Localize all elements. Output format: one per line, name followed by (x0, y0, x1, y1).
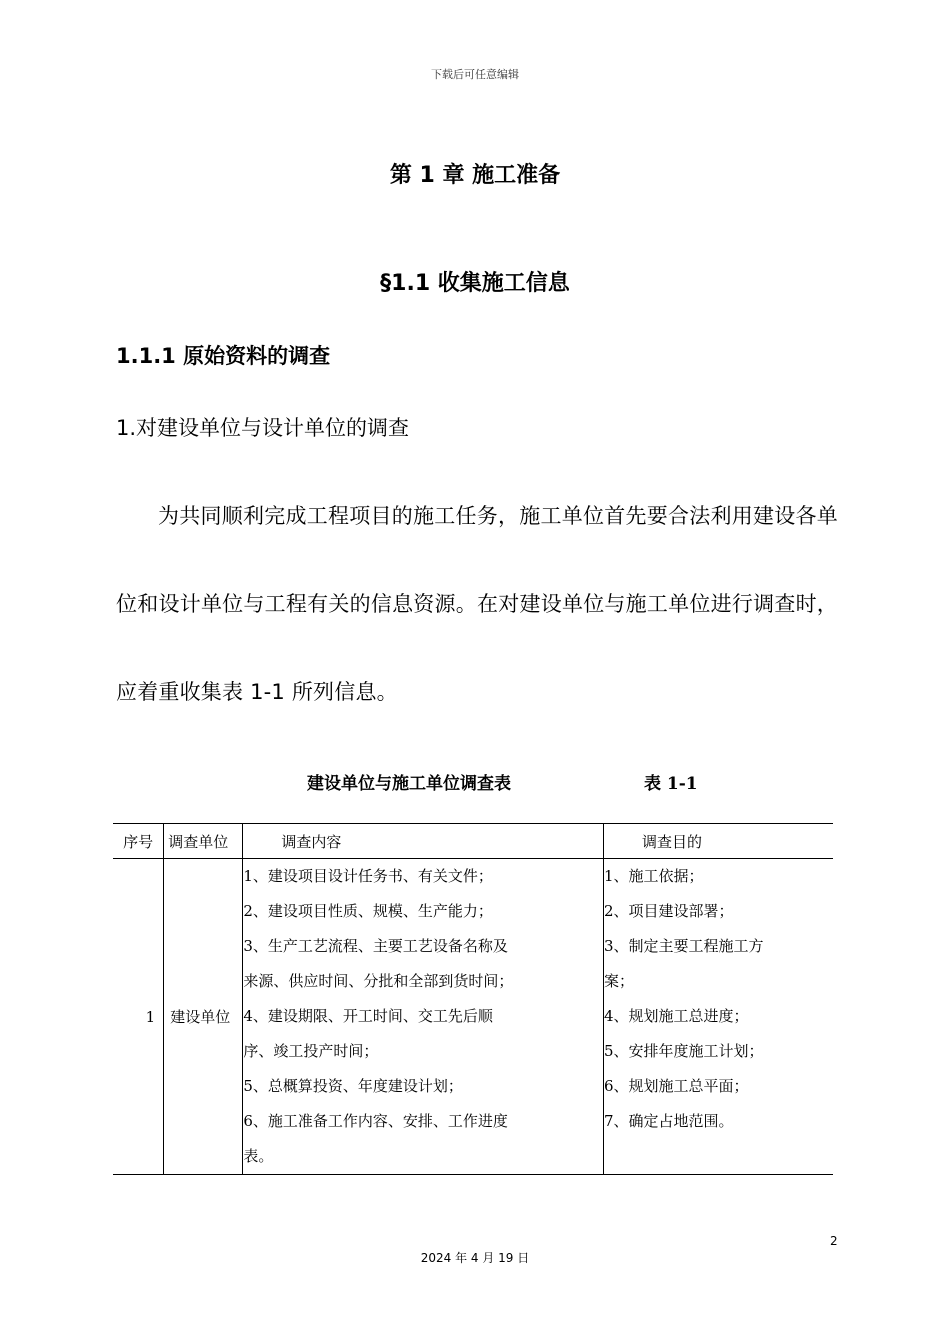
cell-content (243, 859, 604, 1175)
goal-line: 6、规划施工总平面； (603, 1077, 749, 1095)
content-line: 4、建设期限、开工时间、交工先后顺 (243, 1007, 493, 1025)
content-line: 来源、供应时间、分批和全部到货时间； (243, 972, 514, 990)
goal-line: 7、确定占地范围。 (603, 1112, 734, 1130)
table-number: 表 1-1 (644, 774, 698, 794)
goal-line: 2、项目建设部署； (603, 902, 734, 920)
header-content: 调查内容 (243, 824, 604, 859)
section-title: §1.1 收集施工信息 (380, 271, 570, 296)
cell-no: 1 (113, 859, 164, 1175)
cell-goal (603, 859, 833, 1175)
content-line: 5、总概算投资、年度建设计划； (243, 1077, 463, 1095)
content-line: 3、生产工艺流程、主要工艺设备名称及 (243, 937, 508, 955)
header-unit: 调查单位 (164, 824, 243, 859)
cell-unit: 建设单位 (164, 859, 243, 1175)
goal-line: 4、规划施工总进度； (603, 1007, 749, 1025)
footer-date: 2024 年 4 月 19 日 (420, 1251, 530, 1265)
table-row (113, 859, 833, 1175)
goal-line: 案； (603, 972, 634, 990)
page-header: 下载后可任意编辑 (431, 68, 519, 81)
content-line: 1、建设项目设计任务书、有关文件； (243, 867, 493, 885)
header-no: 序号 (113, 824, 164, 859)
content-line: 2、建设项目性质、规模、生产能力； (243, 902, 493, 920)
table-title: 建设单位与施工单位调查表 (307, 774, 511, 794)
content-line: 6、施工准备工作内容、安排、工作进度 (243, 1112, 508, 1130)
chapter-title: 第 1 章 施工准备 (389, 163, 561, 188)
content-line: 表。 (243, 1147, 274, 1165)
goal-line: 3、制定主要工程施工方 (603, 937, 764, 955)
content-line: 序、竣工投产时间； (243, 1042, 379, 1060)
subsection-title: 1.1.1 原始资料的调查 (116, 344, 331, 368)
header-goal: 调查目的 (603, 824, 833, 859)
subheading: 1.对建设单位与设计单位的调查 (116, 416, 410, 440)
survey-table (113, 823, 833, 1175)
goal-line (604, 1139, 833, 1174)
goal-line: 1、施工依据； (603, 867, 704, 885)
goal-line: 5、安排年度施工计划； (603, 1042, 764, 1060)
table-header-row (113, 824, 833, 859)
page-number: 2 (830, 1234, 838, 1248)
body-paragraph: 为共同顺利完成工程项目的施工任务，施工单位首先要合法利用建设各单位和设计单位与工程有关的信息资源。在对建设单位与施工单位进行调查时，应着重收集表 1-1 所列信息。 (116, 504, 838, 704)
